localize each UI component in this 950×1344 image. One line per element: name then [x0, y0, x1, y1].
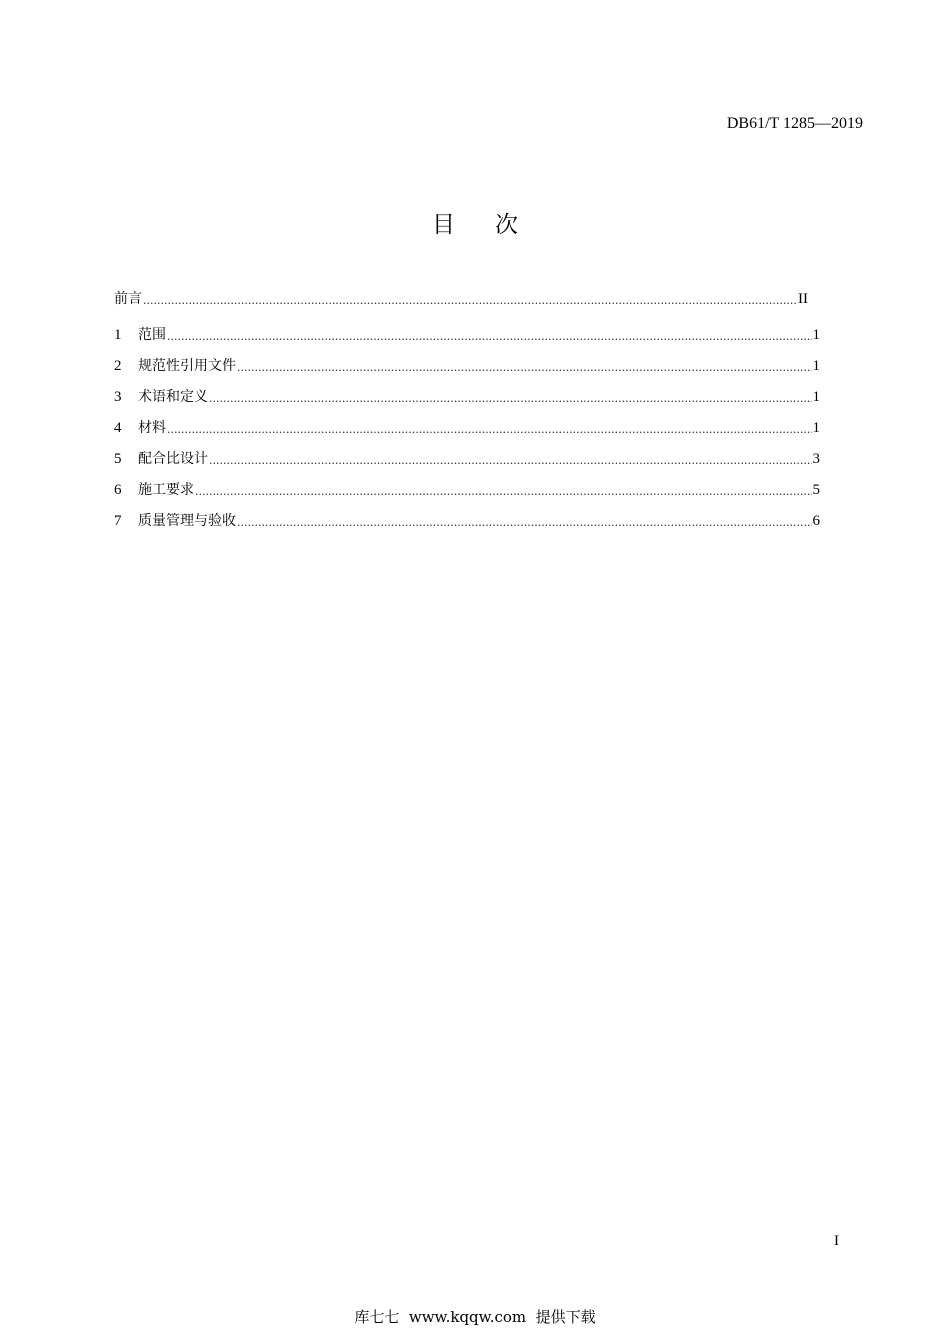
toc-entry-quality-acceptance[interactable]	[114, 500, 820, 531]
toc-entry-construction-requirements[interactable]	[114, 469, 820, 500]
download-source-note: 库七七 www.kqqw.com 提供下载	[354, 1308, 596, 1326]
toc-dot-leader	[167, 329, 812, 345]
toc-dot-leader	[237, 515, 812, 531]
toc-entry-number: 4	[114, 420, 122, 436]
toc-entry-number: 6	[114, 482, 122, 498]
toc-entry-label: 范围	[138, 327, 166, 343]
toc-entry-materials[interactable]	[114, 407, 820, 438]
toc-entry-foreword[interactable]	[114, 286, 808, 309]
toc-entry-label: 配合比设计	[138, 451, 208, 467]
toc-entry-label: 质量管理与验收	[138, 513, 236, 529]
toc-entry-page: 1	[812, 358, 820, 374]
toc-title: 目次	[432, 212, 558, 238]
toc-entry-label: 施工要求	[138, 482, 194, 498]
toc-entry-normative-references[interactable]	[114, 345, 820, 376]
toc-dot-leader	[237, 360, 812, 376]
toc-dot-leader	[143, 293, 797, 309]
toc-entry-page: 1	[812, 327, 820, 343]
toc-entry-terms-definitions[interactable]	[114, 376, 820, 407]
toc-entry-label: 前言	[114, 291, 142, 307]
toc-dot-leader	[195, 484, 812, 500]
toc-dot-leader	[209, 391, 812, 407]
toc-dot-leader	[167, 422, 812, 438]
toc-entry-number: 5	[114, 451, 122, 467]
toc-entry-scope[interactable]	[114, 314, 820, 345]
toc-entry-number: 3	[114, 389, 122, 405]
toc-entry-page: 1	[812, 389, 820, 405]
toc-entry-number: 7	[114, 513, 122, 529]
toc-entry-number: 1	[114, 327, 122, 343]
toc-entry-label: 术语和定义	[138, 389, 208, 405]
toc-dot-leader	[209, 453, 812, 469]
toc-entry-page: 5	[812, 482, 820, 498]
toc-entry-label: 材料	[138, 420, 166, 436]
toc-entry-page: 1	[812, 420, 820, 436]
toc-entry-label: 规范性引用文件	[138, 358, 236, 374]
toc-entry-mix-design[interactable]	[114, 438, 820, 469]
toc-entry-page: 3	[812, 451, 820, 467]
toc-entry-page: 6	[812, 513, 820, 529]
standard-code: DB61/T 1285—2019	[726, 115, 863, 132]
toc-entry-number: 2	[114, 358, 122, 374]
table-of-contents	[114, 286, 820, 531]
toc-entry-page: II	[798, 291, 808, 307]
page-number: I	[834, 1233, 839, 1249]
